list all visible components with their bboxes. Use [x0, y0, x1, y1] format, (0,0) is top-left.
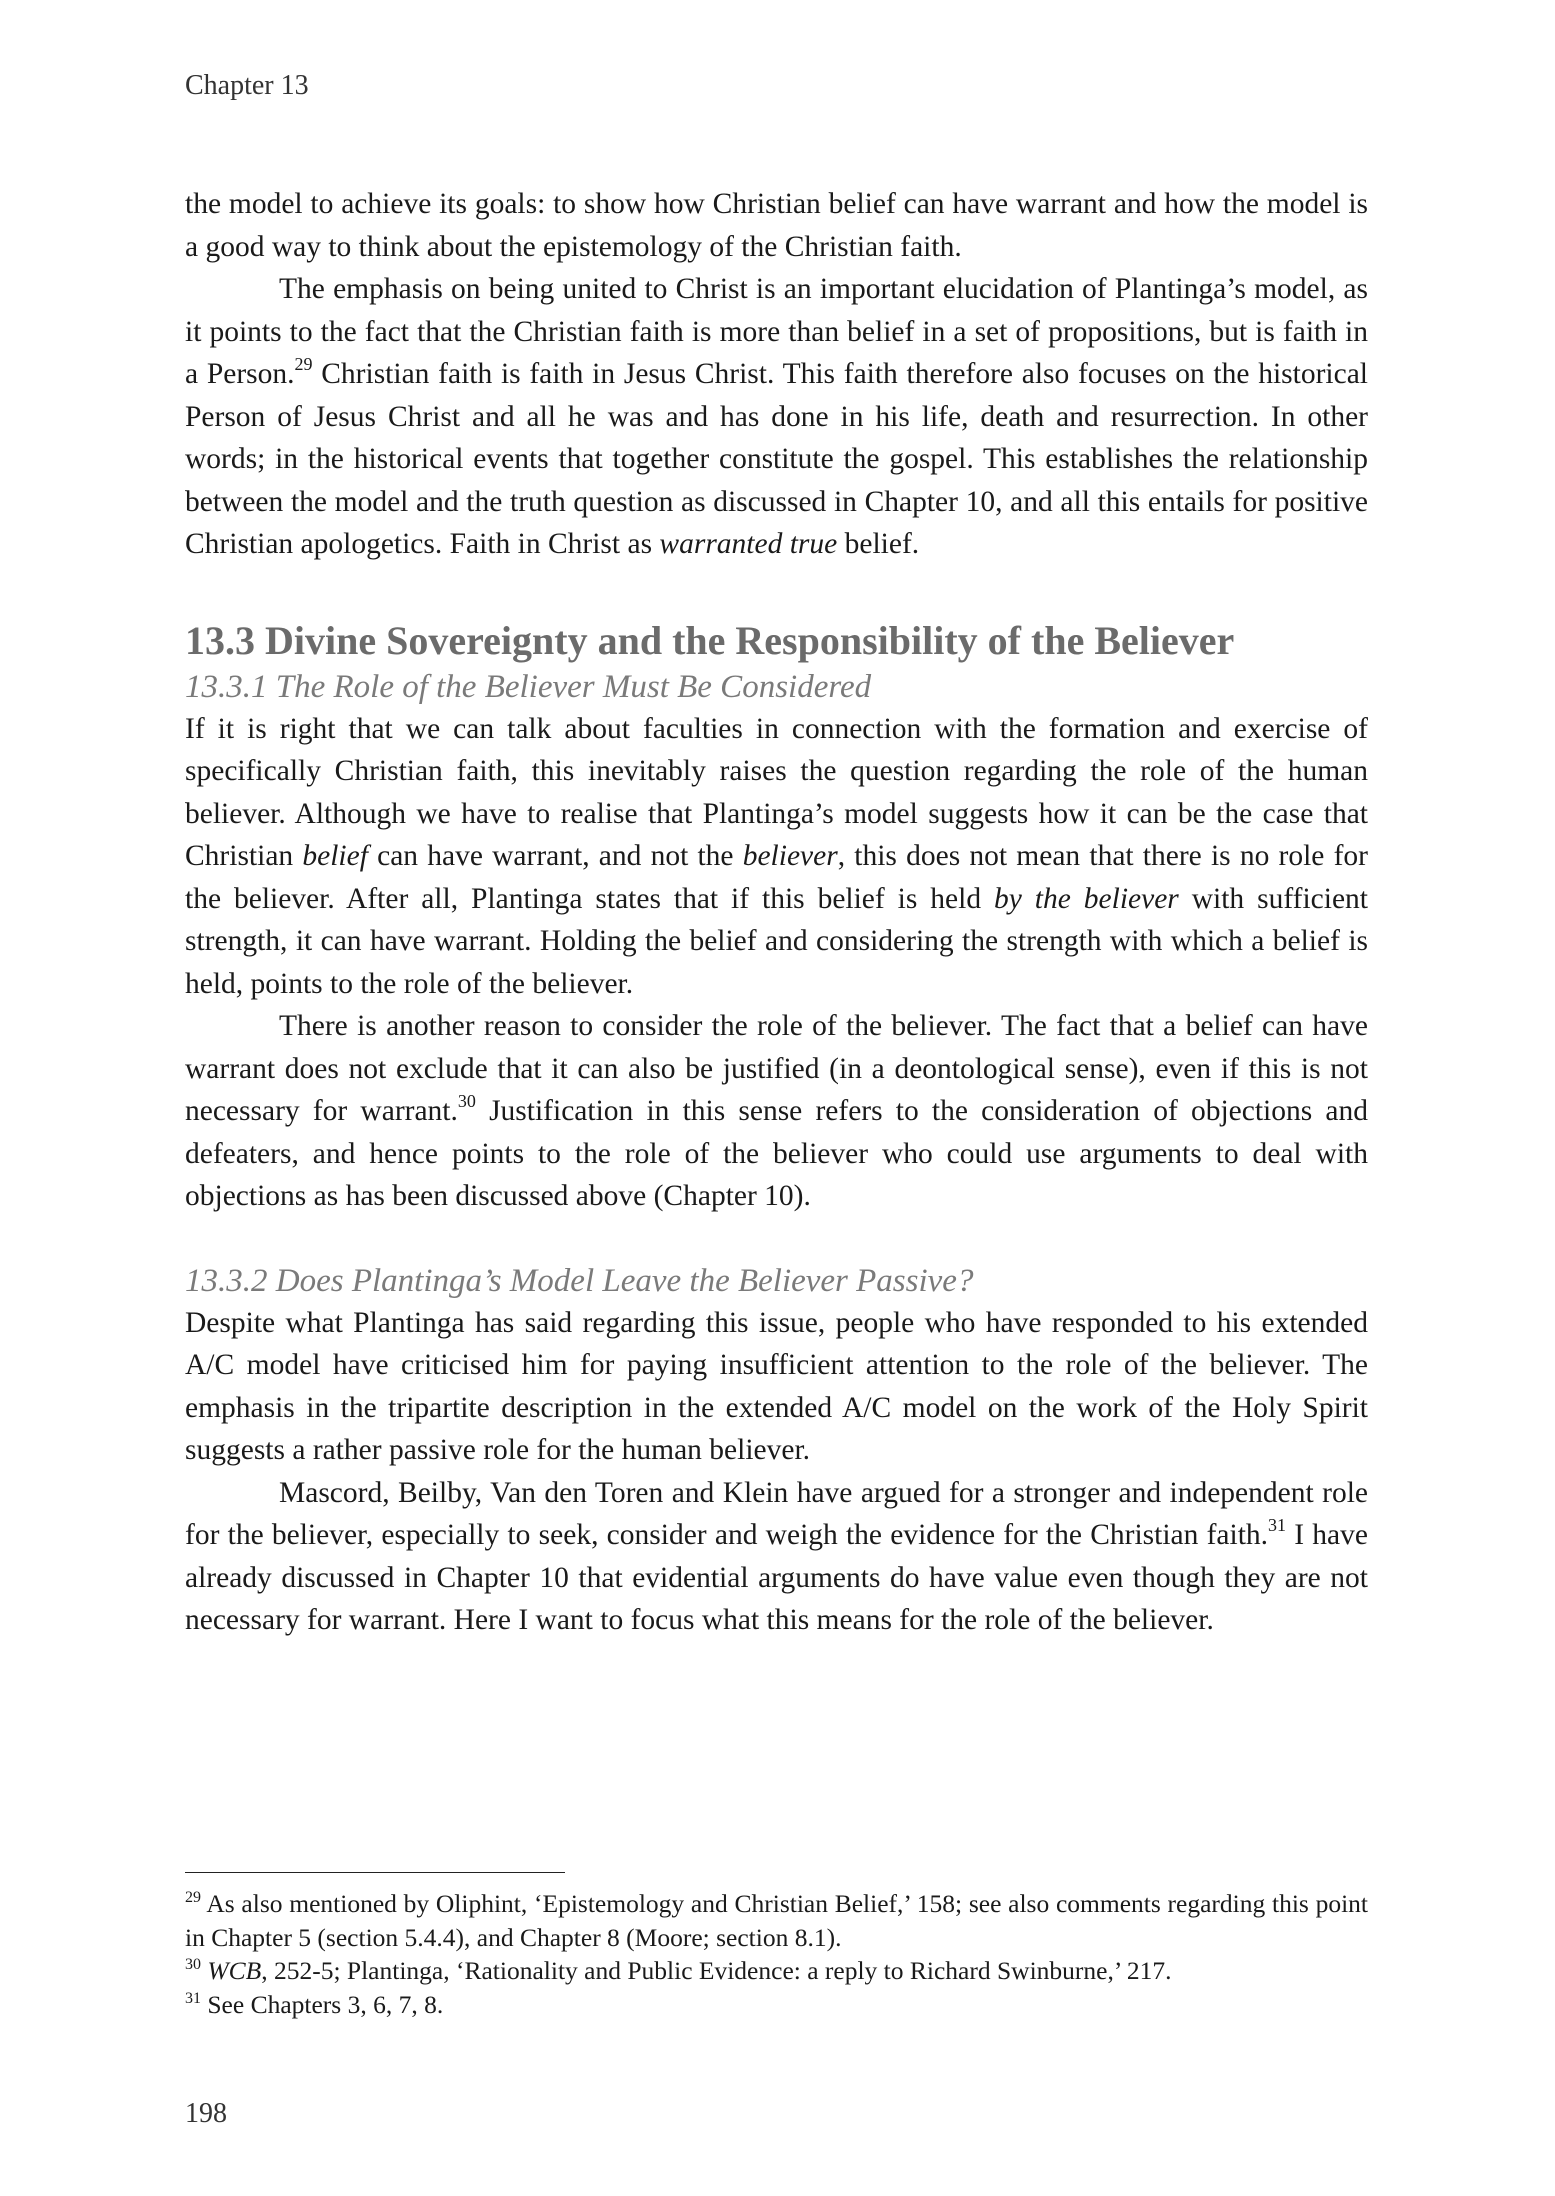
footnote-text: As also mentioned by Oliphint, ‘Epistemology and Christian Belief,’ 158; see also comments regarding this point in Chapter 5 (section 5.4.4), and Chapter 8 (Moore; section 8.1). — [185, 1889, 1368, 1952]
paragraph-1: the model to achieve its goals: to show how Christian belief can have warrant and how the model is a good way to think about the epistemology of the Christian faith. — [185, 188, 1368, 263]
emphasis-warranted-true: warranted true — [659, 528, 838, 560]
footnote-text: See Chapters 3, 6, 7, 8. — [201, 1989, 444, 2019]
paragraph-6-text-a: Mascord, Beilby, Van den Toren and Klein have argued for a stronger and independent role for the believer, especially to seek, consider and weigh the evidence for the Christian faith. — [185, 1476, 1368, 1551]
paragraph-4-text-a: There is another reason to consider the role of the believer. The fact that a belief can have warrant does not exclude that it can also be justified (in a deontological sense), even if this is not necessary for warrant. — [185, 1010, 1368, 1127]
emphasis-believer: believer — [742, 840, 838, 872]
subsection-heading-13-3-2: 13.3.2 Does Plantinga’s Model Leave the Believer Passive? — [185, 1262, 974, 1299]
paragraph-4-text-b: Justification in this sense refers to the consideration of objections and defeaters, and hence points to the role of the believer who could use arguments to deal with objections as has been discussed above (Chapter 10). — [185, 1095, 1369, 1212]
footnote-29 — [185, 1887, 1368, 1954]
paragraph-2-text-a: The emphasis on being united to Christ is an important elucidation of Plantinga’s model, as it points to the fact that the Christian faith is more than belief in a set of propositions, but is faith in a Person. — [185, 273, 1368, 390]
paragraph-3-text-c: , this does not mean that there is no role for the believer. After all, Plantinga states that if this belief is held — [185, 840, 1368, 915]
paragraph-2 — [185, 268, 1368, 566]
body-text — [185, 183, 1368, 1642]
footnote-ref-29: 29 — [294, 354, 313, 374]
footnote-30 — [185, 1954, 1368, 1988]
book-page — [185, 0, 1368, 2196]
paragraph-6 — [185, 1472, 1368, 1642]
paragraph-4 — [185, 1005, 1368, 1218]
emphasis-by-the-believer: by the believer — [994, 882, 1179, 915]
paragraph-6-text-b: I have already discussed in Chapter 10 that evidential arguments do have value even though they are not necessary for warrant. Here I want to focus what this means for the role of the believer. — [185, 1519, 1368, 1636]
paragraph-2-text-b: Christian faith is faith in Jesus Christ. This faith therefore also focuses on the historical Person of Jesus Christ and all he was and has done in his life, death and resurrection. In other words; in the historical events that together constitute the gospel. This establishes the relationship between the model and the truth question as discussed in Chapter 10, and all this entails for positive Christian apologetics. Faith in Christ as — [185, 358, 1368, 560]
footnote-number: 30 — [185, 1956, 201, 1973]
paragraph-3-text-d: with sufficient strength, it can have warrant. Holding the belief and considering the strength with which a belief is held, points to the role of the believer. — [185, 882, 1368, 1000]
emphasis-belief: belief — [302, 840, 368, 872]
paragraph-3 — [185, 708, 1368, 1006]
page-number: 198 — [185, 2098, 227, 2129]
footnote-number: 29 — [185, 1889, 201, 1906]
footnote-31 — [185, 1988, 1368, 2022]
paragraph-3-text-b: can have warrant, and not the — [367, 840, 743, 872]
section-heading-13-3: 13.3 Divine Sovereignty and the Responsibility of the Believer — [185, 617, 1235, 663]
subsection-heading-13-3-1: 13.3.1 The Role of the Believer Must Be Considered — [185, 668, 872, 705]
footnote-divider — [185, 1872, 565, 1873]
running-head: Chapter 13 — [185, 70, 309, 101]
paragraph-3-text-a: If it is right that we can talk about faculties in connection with the formation and exercise of specifically Christian faith, this inevitably raises the question regarding the role of the human believer. Although we have to realise that Plantinga’s model suggests how it can be the case that Christian — [185, 712, 1368, 872]
footnote-number: 31 — [185, 1989, 201, 2007]
paragraph-2-text-c: belief. — [837, 528, 920, 560]
footnote-ref-30: 30 — [457, 1091, 476, 1111]
footnote-ref-31: 31 — [1268, 1515, 1287, 1535]
footnotes — [185, 1872, 1368, 2021]
paragraph-5: Despite what Plantinga has said regarding this issue, people who have responded to his extended A/C model have criticised him for paying insufficient attention to the role of the believer. The emphasis in the tripartite description in the extended A/C model on the work of the Holy Spirit suggests a rather passive role for the human believer. — [185, 1306, 1368, 1466]
emphasis-wcb: WCB — [207, 1956, 262, 1985]
footnote-text: , 252-5; Plantinga, ‘Rationality and Public Evidence: a reply to Richard Swinburne,’ 217. — [261, 1956, 1172, 1985]
